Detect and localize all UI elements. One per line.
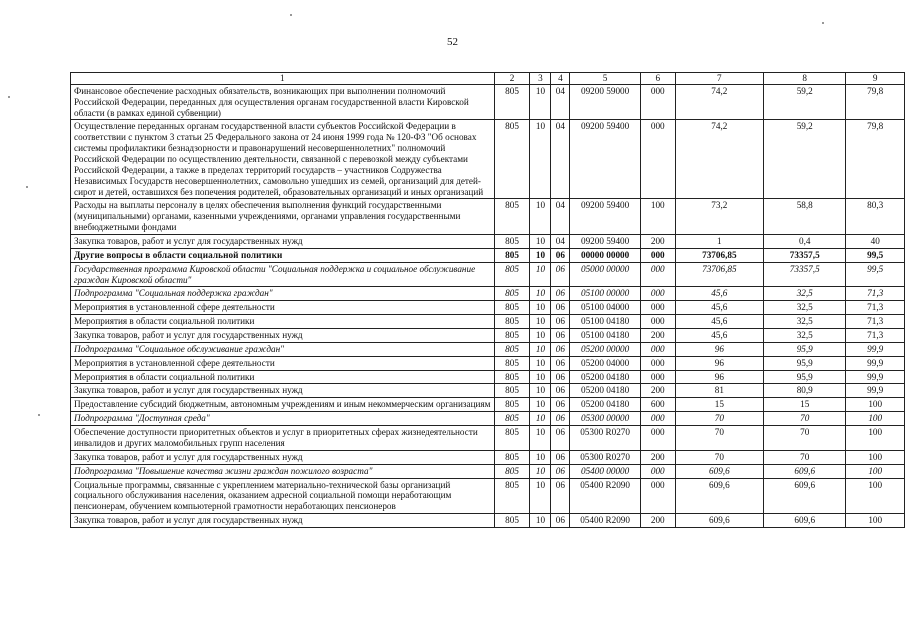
col-percent: 100 xyxy=(846,464,905,478)
row-name: Закупка товаров, работ и услуг для государственных нужд xyxy=(71,235,495,249)
col-subsection: 06 xyxy=(551,478,570,514)
col-executed: 58,8 xyxy=(764,199,846,235)
col-subsection: 04 xyxy=(551,84,570,120)
col-ministry: 805 xyxy=(494,370,530,384)
col-ministry: 805 xyxy=(494,464,530,478)
col-executed: 70 xyxy=(764,426,846,451)
table-row xyxy=(71,329,905,343)
col-ministry: 805 xyxy=(494,287,530,301)
col-percent: 71,3 xyxy=(846,329,905,343)
col-planned: 45,6 xyxy=(675,301,763,315)
col-planned: 45,6 xyxy=(675,315,763,329)
col-ministry: 805 xyxy=(494,315,530,329)
row-name: Мероприятия в установленной сфере деятельности xyxy=(71,301,495,315)
col-percent: 100 xyxy=(846,398,905,412)
row-name: Закупка товаров, работ и услуг для государственных нужд xyxy=(71,450,495,464)
col-subsection: 06 xyxy=(551,301,570,315)
col-executed: 609,6 xyxy=(764,514,846,528)
col-section: 10 xyxy=(530,450,551,464)
table-row xyxy=(71,262,905,287)
col-expense-type: 000 xyxy=(640,120,675,199)
col-target-article: 05400 R2090 xyxy=(570,514,640,528)
col-subsection: 06 xyxy=(551,342,570,356)
table-row xyxy=(71,342,905,356)
scan-speck xyxy=(26,186,28,188)
col-subsection: 06 xyxy=(551,398,570,412)
col-percent: 100 xyxy=(846,450,905,464)
row-name: Государственная программа Кировской области "Социальная поддержка и социальное обслуживание граждан Кировской области" xyxy=(71,262,495,287)
col-target-article: 09200 59000 xyxy=(570,84,640,120)
col-section: 10 xyxy=(530,235,551,249)
scan-speck xyxy=(290,14,292,16)
col-executed: 59,2 xyxy=(764,84,846,120)
col-subsection: 06 xyxy=(551,329,570,343)
table-row xyxy=(71,426,905,451)
col-section: 10 xyxy=(530,248,551,262)
row-name: Подпрограмма "Доступная среда" xyxy=(71,412,495,426)
col-subsection: 06 xyxy=(551,426,570,451)
col-expense-type: 100 xyxy=(640,199,675,235)
header-cell: 5 xyxy=(570,73,640,85)
col-section: 10 xyxy=(530,398,551,412)
col-ministry: 805 xyxy=(494,342,530,356)
col-target-article: 05200 04000 xyxy=(570,356,640,370)
col-executed: 15 xyxy=(764,398,846,412)
table-row xyxy=(71,315,905,329)
col-ministry: 805 xyxy=(494,426,530,451)
row-name: Мероприятия в области социальной политики xyxy=(71,370,495,384)
col-percent: 100 xyxy=(846,426,905,451)
row-name: Подпрограмма "Социальное обслуживание граждан" xyxy=(71,342,495,356)
col-section: 10 xyxy=(530,426,551,451)
col-target-article: 05200 04180 xyxy=(570,384,640,398)
table-row xyxy=(71,384,905,398)
col-planned: 96 xyxy=(675,342,763,356)
header-cell: 9 xyxy=(846,73,905,85)
col-executed: 32,5 xyxy=(764,287,846,301)
row-name: Мероприятия в области социальной политики xyxy=(71,315,495,329)
col-planned: 70 xyxy=(675,450,763,464)
col-expense-type: 000 xyxy=(640,478,675,514)
row-name: Закупка товаров, работ и услуг для государственных нужд xyxy=(71,329,495,343)
col-planned: 609,6 xyxy=(675,514,763,528)
col-executed: 95,9 xyxy=(764,370,846,384)
col-expense-type: 200 xyxy=(640,514,675,528)
col-target-article: 05200 00000 xyxy=(570,342,640,356)
col-planned: 96 xyxy=(675,370,763,384)
col-expense-type: 200 xyxy=(640,235,675,249)
col-percent: 71,3 xyxy=(846,301,905,315)
col-expense-type: 000 xyxy=(640,262,675,287)
col-planned: 609,6 xyxy=(675,464,763,478)
col-ministry: 805 xyxy=(494,478,530,514)
col-ministry: 805 xyxy=(494,356,530,370)
col-target-article: 05100 04180 xyxy=(570,315,640,329)
row-name: Обеспечение доступности приоритетных объектов и услуг в приоритетных сферах жизнедеятельности инвалидов и других маломобильных групп населения xyxy=(71,426,495,451)
col-section: 10 xyxy=(530,301,551,315)
col-subsection: 06 xyxy=(551,412,570,426)
row-name: Предоставление субсидий бюджетным, автономным учреждениям и иным некоммерческим организациям xyxy=(71,398,495,412)
col-ministry: 805 xyxy=(494,84,530,120)
header-cell: 8 xyxy=(764,73,846,85)
col-subsection: 04 xyxy=(551,235,570,249)
col-percent: 79,8 xyxy=(846,120,905,199)
table-row xyxy=(71,478,905,514)
col-target-article: 09200 59400 xyxy=(570,235,640,249)
col-percent: 71,3 xyxy=(846,315,905,329)
col-expense-type: 000 xyxy=(640,370,675,384)
col-expense-type: 600 xyxy=(640,398,675,412)
col-section: 10 xyxy=(530,384,551,398)
header-cell: 4 xyxy=(551,73,570,85)
col-section: 10 xyxy=(530,287,551,301)
table-row xyxy=(71,120,905,199)
col-section: 10 xyxy=(530,514,551,528)
row-name: Подпрограмма "Повышение качества жизни граждан пожилого возраста" xyxy=(71,464,495,478)
col-target-article: 09200 59400 xyxy=(570,120,640,199)
col-planned: 45,6 xyxy=(675,287,763,301)
col-expense-type: 200 xyxy=(640,384,675,398)
header-cell: 7 xyxy=(675,73,763,85)
budget-table xyxy=(70,72,905,528)
col-section: 10 xyxy=(530,315,551,329)
col-section: 10 xyxy=(530,478,551,514)
col-ministry: 805 xyxy=(494,329,530,343)
col-subsection: 06 xyxy=(551,450,570,464)
col-expense-type: 200 xyxy=(640,450,675,464)
table-row xyxy=(71,514,905,528)
scan-speck xyxy=(8,96,10,98)
col-ministry: 805 xyxy=(494,235,530,249)
col-planned: 74,2 xyxy=(675,120,763,199)
col-executed: 70 xyxy=(764,450,846,464)
col-percent: 99,9 xyxy=(846,356,905,370)
col-section: 10 xyxy=(530,412,551,426)
col-executed: 70 xyxy=(764,412,846,426)
col-expense-type: 000 xyxy=(640,248,675,262)
col-subsection: 06 xyxy=(551,262,570,287)
col-executed: 59,2 xyxy=(764,120,846,199)
table-row xyxy=(71,235,905,249)
row-name: Закупка товаров, работ и услуг для государственных нужд xyxy=(71,384,495,398)
col-expense-type: 000 xyxy=(640,315,675,329)
col-subsection: 06 xyxy=(551,464,570,478)
col-planned: 45,6 xyxy=(675,329,763,343)
header-cell: 2 xyxy=(494,73,530,85)
col-ministry: 805 xyxy=(494,120,530,199)
scan-speck xyxy=(822,22,824,24)
col-planned: 609,6 xyxy=(675,478,763,514)
col-percent: 100 xyxy=(846,478,905,514)
col-target-article: 05400 R2090 xyxy=(570,478,640,514)
col-subsection: 06 xyxy=(551,384,570,398)
col-executed: 95,9 xyxy=(764,342,846,356)
table-row xyxy=(71,412,905,426)
col-percent: 99,9 xyxy=(846,384,905,398)
table-row xyxy=(71,450,905,464)
col-target-article: 05300 R0270 xyxy=(570,450,640,464)
row-name: Мероприятия в установленной сфере деятельности xyxy=(71,356,495,370)
col-percent: 71,3 xyxy=(846,287,905,301)
col-subsection: 06 xyxy=(551,514,570,528)
col-expense-type: 200 xyxy=(640,329,675,343)
col-executed: 95,9 xyxy=(764,356,846,370)
col-target-article: 05300 00000 xyxy=(570,412,640,426)
col-expense-type: 000 xyxy=(640,287,675,301)
col-target-article: 09200 59400 xyxy=(570,199,640,235)
col-planned: 70 xyxy=(675,426,763,451)
col-executed: 609,6 xyxy=(764,478,846,514)
col-percent: 100 xyxy=(846,514,905,528)
col-section: 10 xyxy=(530,356,551,370)
table-row xyxy=(71,370,905,384)
col-subsection: 04 xyxy=(551,120,570,199)
col-percent: 79,8 xyxy=(846,84,905,120)
col-ministry: 805 xyxy=(494,262,530,287)
header-cell: 3 xyxy=(530,73,551,85)
scan-speck xyxy=(38,414,40,416)
col-ministry: 805 xyxy=(494,384,530,398)
col-ministry: 805 xyxy=(494,199,530,235)
col-target-article: 05000 00000 xyxy=(570,262,640,287)
col-section: 10 xyxy=(530,464,551,478)
page-number: 52 xyxy=(447,36,458,48)
col-section: 10 xyxy=(530,370,551,384)
col-planned: 1 xyxy=(675,235,763,249)
col-ministry: 805 xyxy=(494,248,530,262)
col-expense-type: 000 xyxy=(640,342,675,356)
col-ministry: 805 xyxy=(494,398,530,412)
col-planned: 73706,85 xyxy=(675,248,763,262)
table-row xyxy=(71,287,905,301)
row-name: Социальные программы, связанные с укреплением материально-технической базы организаций социального обслуживания населения, оказанием адресной социальной помощи неработающим пенсионерам, обучением компьютерной грамотности неработающих пенсионеров xyxy=(71,478,495,514)
col-expense-type: 000 xyxy=(640,84,675,120)
col-ministry: 805 xyxy=(494,412,530,426)
col-ministry: 805 xyxy=(494,450,530,464)
col-section: 10 xyxy=(530,262,551,287)
col-executed: 32,5 xyxy=(764,301,846,315)
col-subsection: 06 xyxy=(551,356,570,370)
table-row xyxy=(71,356,905,370)
col-subsection: 04 xyxy=(551,199,570,235)
col-percent: 80,3 xyxy=(846,199,905,235)
col-target-article: 05300 R0270 xyxy=(570,426,640,451)
col-executed: 0,4 xyxy=(764,235,846,249)
col-percent: 100 xyxy=(846,412,905,426)
col-percent: 40 xyxy=(846,235,905,249)
col-percent: 99,9 xyxy=(846,370,905,384)
table-row xyxy=(71,84,905,120)
col-percent: 99,5 xyxy=(846,248,905,262)
col-planned: 74,2 xyxy=(675,84,763,120)
col-expense-type: 000 xyxy=(640,356,675,370)
col-section: 10 xyxy=(530,120,551,199)
col-subsection: 06 xyxy=(551,287,570,301)
col-expense-type: 000 xyxy=(640,412,675,426)
table-row xyxy=(71,248,905,262)
table-row xyxy=(71,464,905,478)
col-executed: 32,5 xyxy=(764,315,846,329)
col-percent: 99,9 xyxy=(846,342,905,356)
row-name: Подпрограмма "Социальная поддержка граждан" xyxy=(71,287,495,301)
header-row xyxy=(71,73,905,85)
table-row xyxy=(71,199,905,235)
col-target-article: 00000 00000 xyxy=(570,248,640,262)
col-planned: 96 xyxy=(675,356,763,370)
row-name: Финансовое обеспечение расходных обязательств, возникающих при выполнении полномочий Российской Федерации, переданных для осуществления органам государственной власти Кировской области (в рамках единой субвенции) xyxy=(71,84,495,120)
col-planned: 73706,85 xyxy=(675,262,763,287)
col-executed: 73357,5 xyxy=(764,262,846,287)
col-target-article: 05400 00000 xyxy=(570,464,640,478)
col-target-article: 05200 04180 xyxy=(570,398,640,412)
col-ministry: 805 xyxy=(494,514,530,528)
col-executed: 80,9 xyxy=(764,384,846,398)
col-ministry: 805 xyxy=(494,301,530,315)
col-executed: 32,5 xyxy=(764,329,846,343)
row-name: Расходы на выплаты персоналу в целях обеспечения выполнения функций государственными (муниципальными) органами, казенными учреждениями, органами управления государственными внебюджетными фондами xyxy=(71,199,495,235)
row-name: Осуществление переданных органам государственной власти субъектов Российской Федерации в соответствии с пунктом 3 статьи 25 Федерального закона от 24 июня 1999 года № 120-ФЗ "Об основах системы профилактики безнадзорности и правонарушений несовершеннолетних" полномочий Российской Федерации по осуществлению деятельности, связанной с перевозкой между субъектами Российской Федерации, а также в пределах территорий государств – участников Содружества Независимых Государств несовершеннолетних, самовольно ушедших из семей, организаций для детей-сирот и детей, оставшихся без попечения родителей, образовательных организаций и иных организаций xyxy=(71,120,495,199)
col-subsection: 06 xyxy=(551,315,570,329)
col-subsection: 06 xyxy=(551,370,570,384)
col-section: 10 xyxy=(530,199,551,235)
col-executed: 609,6 xyxy=(764,464,846,478)
col-planned: 15 xyxy=(675,398,763,412)
col-expense-type: 000 xyxy=(640,426,675,451)
row-name: Закупка товаров, работ и услуг для государственных нужд xyxy=(71,514,495,528)
col-percent: 99,5 xyxy=(846,262,905,287)
col-executed: 73357,5 xyxy=(764,248,846,262)
row-name: Другие вопросы в области социальной политики xyxy=(71,248,495,262)
col-target-article: 05200 04180 xyxy=(570,370,640,384)
col-section: 10 xyxy=(530,329,551,343)
table-row xyxy=(71,398,905,412)
header-cell: 6 xyxy=(640,73,675,85)
col-expense-type: 000 xyxy=(640,464,675,478)
col-target-article: 05100 04180 xyxy=(570,329,640,343)
col-section: 10 xyxy=(530,84,551,120)
header-cell: 1 xyxy=(71,73,495,85)
col-planned: 70 xyxy=(675,412,763,426)
col-subsection: 06 xyxy=(551,248,570,262)
col-section: 10 xyxy=(530,342,551,356)
col-target-article: 05100 04000 xyxy=(570,301,640,315)
col-planned: 81 xyxy=(675,384,763,398)
col-planned: 73,2 xyxy=(675,199,763,235)
col-expense-type: 000 xyxy=(640,301,675,315)
table-row xyxy=(71,301,905,315)
col-target-article: 05100 00000 xyxy=(570,287,640,301)
